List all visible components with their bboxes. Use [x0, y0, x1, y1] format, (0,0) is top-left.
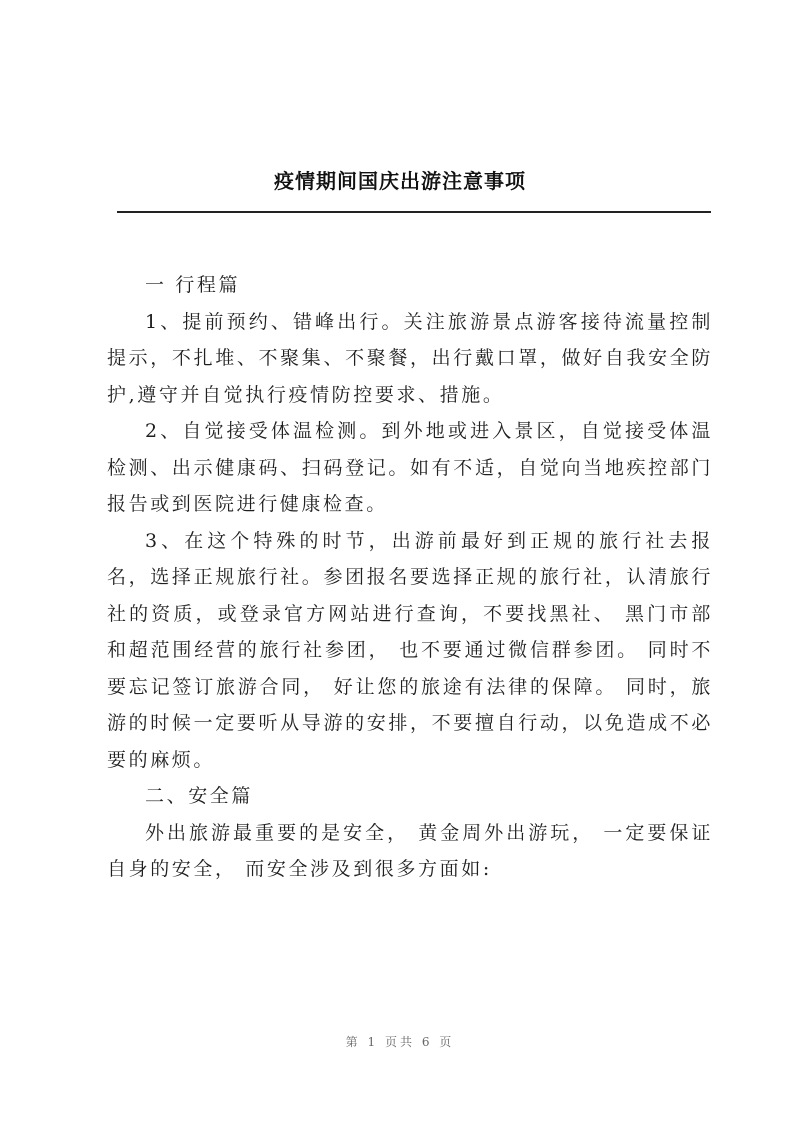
section-heading-itinerary: 一 行程篇	[145, 274, 241, 296]
paragraph-item-1: 1、提前预约、错峰出行。关注旅游景点游客接待流量控制提示，不扎堆、不聚集、不聚餐，出行戴口罩，做好自我安全防护,遵守并自觉执行疫情防控要求、措施。	[107, 310, 713, 406]
page-number-footer	[0, 1033, 800, 1050]
footer-total-pages: 6	[421, 1035, 433, 1049]
title-divider	[117, 211, 711, 213]
footer-middle: 页共	[384, 1035, 415, 1049]
document-body	[107, 267, 713, 888]
section-heading-safety: 二、安全篇	[145, 785, 254, 807]
paragraph-safety-intro: 外出旅游最重要的是安全， 黄金周外出游玩， 一定要保证自身的安全， 而安全涉及到很多方面如:	[107, 821, 713, 880]
paragraph-item-2: 2、自觉接受体温检测。到外地或进入景区，自觉接受体温检测、出示健康码、扫码登记。如有不适，自觉向当地疾控部门报告或到医院进行健康检查。	[107, 420, 713, 515]
footer-suffix: 页	[439, 1035, 455, 1049]
footer-prefix: 第	[345, 1035, 361, 1049]
document-title: 疫情期间国庆出游注意事项	[274, 169, 526, 193]
footer-current-page: 1	[367, 1035, 379, 1049]
paragraph-item-3: 3、在这个特殊的时节，出游前最好到正规的旅行社去报名，选择正规旅行社。参团报名要选择正规的旅行社，认清旅行社的资质，或登录官方网站进行查询，不要找黑社、 黑门市部和超范围经营的旅行社参团， 也不要通过微信群参团。 同时不要忘记签订旅游合同， 好让您的旅途有法律的保障。 同时，旅游的时候一定要听从导游的安排，不要擅自行动，以免造成不必要的麻烦。	[107, 529, 713, 771]
